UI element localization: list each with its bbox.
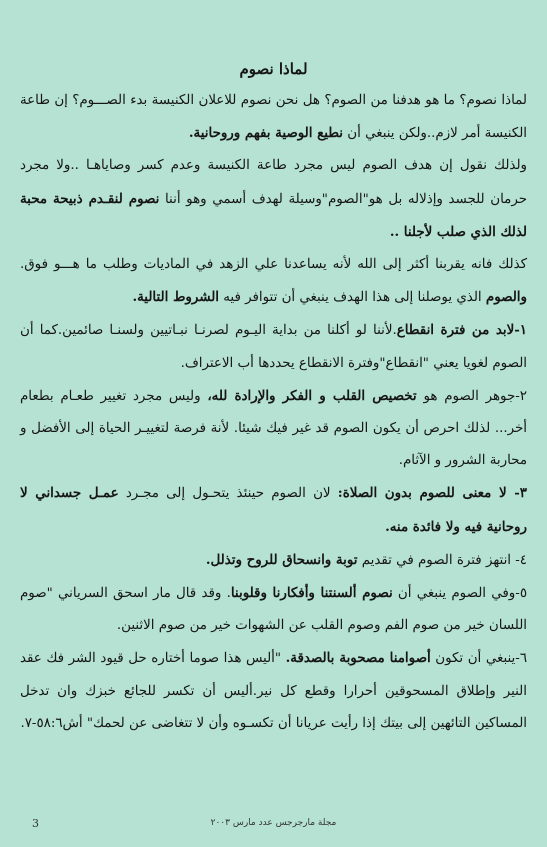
paragraph-purpose-text: ولذلك نقول إن هدف الصوم ليس مجرد طاعة الكنيسة وعدم كسر وصاياهـا ..ولا مجرد حرمان للجسد وإذلاله بل هو"الصوم"وسيلة لهدف أسمي وهو أننا: [20, 158, 527, 207]
journal-name: مجلة مارجرجس عدد مارس ٢٠٠٣: [210, 818, 337, 828]
list-item-5-text-b: . وقد قال مار اسحق السرياني "صوم اللسان خير من صوم الفم وصوم القلب عن الشهوات خير من صوم الاثنين.: [20, 586, 527, 634]
list-item-1-text: .لأننا لو أكلنا من بداية اليـوم لصرنـا نبـاتيين ولسنـا صائمين.كما أن الصوم لغويا يعني "انقطاع"وفترة الانقطاع يحددها أب الاعتراف.: [20, 323, 527, 371]
list-item-2-text-a: ٢-جوهر الصوم هو: [416, 388, 527, 404]
list-item-3-bold: ٣- لا معنى للصوم بدون الصلاة:: [337, 485, 527, 502]
list-item-4-bold: توبة وانسحاق للروح وتذلل.: [205, 551, 358, 568]
list-item-6: [20, 642, 527, 740]
list-item-3: [20, 477, 527, 543]
paragraph-purpose: [20, 150, 527, 249]
paragraph-conditions-bold-b: الشروط التالية.: [132, 289, 219, 306]
list-item-6-text-a: ٦-ينبغي أن تكون: [430, 651, 528, 667]
paragraph-conditions-text-b: الذي يوصلنا إلى هذا الهدف ينبغي أن تتوافر فيه: [219, 290, 486, 306]
page-footer: [32, 817, 515, 833]
page-title: لماذا نصوم: [239, 60, 308, 78]
list-item-4-text: ٤- انتهز فترة الصوم في تقديم: [357, 552, 527, 568]
paragraph-conditions-bold-a: والصوم: [485, 289, 527, 306]
page-number: 3: [32, 817, 39, 830]
list-item-2-bold: تخصيص القلب و الفكر والإرادة لله،: [207, 387, 417, 404]
list-item-1: [20, 314, 527, 379]
list-item-4: [20, 544, 527, 577]
list-item-5: [20, 577, 527, 642]
paragraph-conditions: [20, 249, 527, 314]
paragraph-intro: [20, 85, 527, 150]
article-body: [20, 53, 527, 740]
list-item-5-text-a: ٥-وفي الصوم ينبغي أن: [392, 586, 528, 602]
list-item-3-text: لان الصوم حينئذ يتحـول إلى مجـرد: [118, 486, 338, 502]
list-item-3-bold-b: عمـل جسداني لا روحانية فيه ولا فائدة منه.: [20, 485, 527, 535]
paragraph-conditions-text-a: كذلك فانه يقربنا أكثر إلى الله لأنه يساعدنا علي الزهد في الماديات وطلب ما هـــو فوق.: [20, 257, 527, 273]
paragraph-purpose-bold: نصوم لنقـدم ذبيحة محبة لذلك الذي صلب لأجلنا ..: [20, 190, 527, 240]
paragraph-intro-bold: نطيع الوصية بفهم وروحانية.: [188, 125, 343, 142]
list-item-1-bold: ١-لابد من فترة انقطاع: [396, 322, 527, 339]
list-item-6-bold: أصوامنا مصحوبة بالصدقة.: [285, 650, 431, 667]
list-item-5-bold: نصوم ألسنتنا وأفكارنا وقلوبنا: [230, 585, 393, 602]
list-item-6-text-b: "أليس هذا صوما أختاره حل قيود الشر فك عقد النير وإطلاق المسحوقين أحرارا وقطع كل نير.أليس أن تكسر للجائع خبزك وان تدخل المساكين التائهين إلى بيتك إذا رأيت عريانا أن تكسـوه وأن لا تتغاضى عن لحمك" أش٥٨:٦-٧.: [20, 651, 527, 731]
list-item-2-text-b: وليس مجرد تغيير طعـام بطعام أخر... لذلك احرص أن يكون الصوم قد غير فيك شيئا. لأنة فرصة لتغييـر الحياة إلى الأفضل و محاربة الشرور و الآثام.: [20, 388, 527, 469]
list-item-2: [20, 380, 527, 478]
paragraph-intro-text: لماذا نصوم؟ ما هو هدفنا من الصوم؟ هل نحن نصوم للاعلان الكنيسة بدء الصـــوم؟ إن طاعة الكنيسة أمر لازم..ولكن ينبغي أن: [20, 93, 527, 142]
